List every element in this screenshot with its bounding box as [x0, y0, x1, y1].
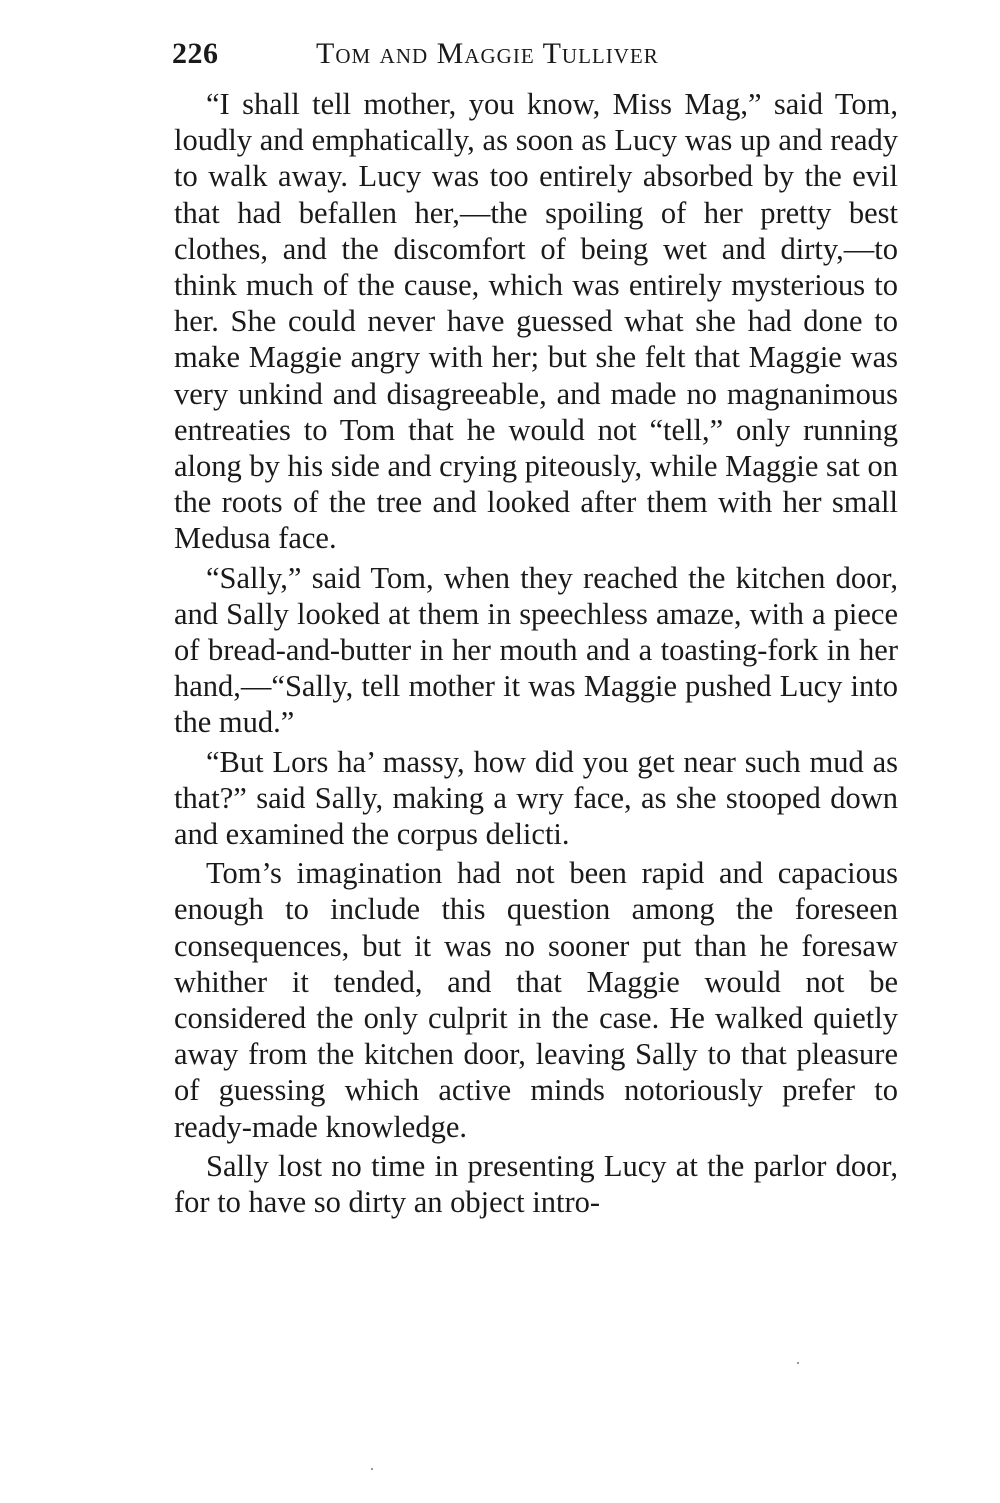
scan-speck — [797, 1362, 799, 1364]
paragraph: “I shall tell mother, you know, Miss Mag,” said Tom, loudly and emphatically, as soon as Lucy was up and ready to walk away. Lucy was too entirely absorbed by the evil that had befallen her,—the spoiling of her pretty best clothes, and the discomfort of being wet and dirty,—to think much of the cause, which was entirely mysterious to her. She could never have guessed what she had done to make Maggie angry with her; but she felt that Maggie was very unkind and disagreeable, and made no magnanimous entreaties to Tom that he would not “tell,” only running along by his side and crying piteously, while Maggie sat on the roots of the tree and looked after them with her small Medusa face. — [174, 87, 898, 556]
paragraph: Tom’s imagination had not been rapid and capacious enough to include this question among the foreseen consequences, but it was no sooner put than he foresaw whither it tended, and that Maggie would not be considered the only culprit in the case. He walked quietly away from the kitchen door, leaving Sally to that pleasure of guessing which active minds notoriously prefer to ready-made knowledge. — [174, 856, 898, 1144]
page-number: 226 — [172, 37, 219, 70]
paragraph: “Sally,” said Tom, when they reached the kitchen door, and Sally looked at them in speechless amaze, with a piece of bread-and-butter in her mouth and a toasting-fork in her hand,—“Sally, tell mother it was Maggie pushed Lucy into the mud.” — [174, 560, 898, 740]
running-title: Tom and Maggie Tulliver — [316, 37, 659, 70]
paragraph: Sally lost no time in presenting Lucy at the parlor door, for to have so dirty an object intro- — [174, 1148, 898, 1220]
body-text — [174, 86, 898, 1220]
running-head — [172, 32, 782, 76]
scan-speck — [371, 1468, 373, 1470]
paragraph: “But Lors ha’ massy, how did you get near such mud as that?” said Sally, making a wry face, as she stooped down and examined the corpus delicti. — [174, 744, 898, 852]
